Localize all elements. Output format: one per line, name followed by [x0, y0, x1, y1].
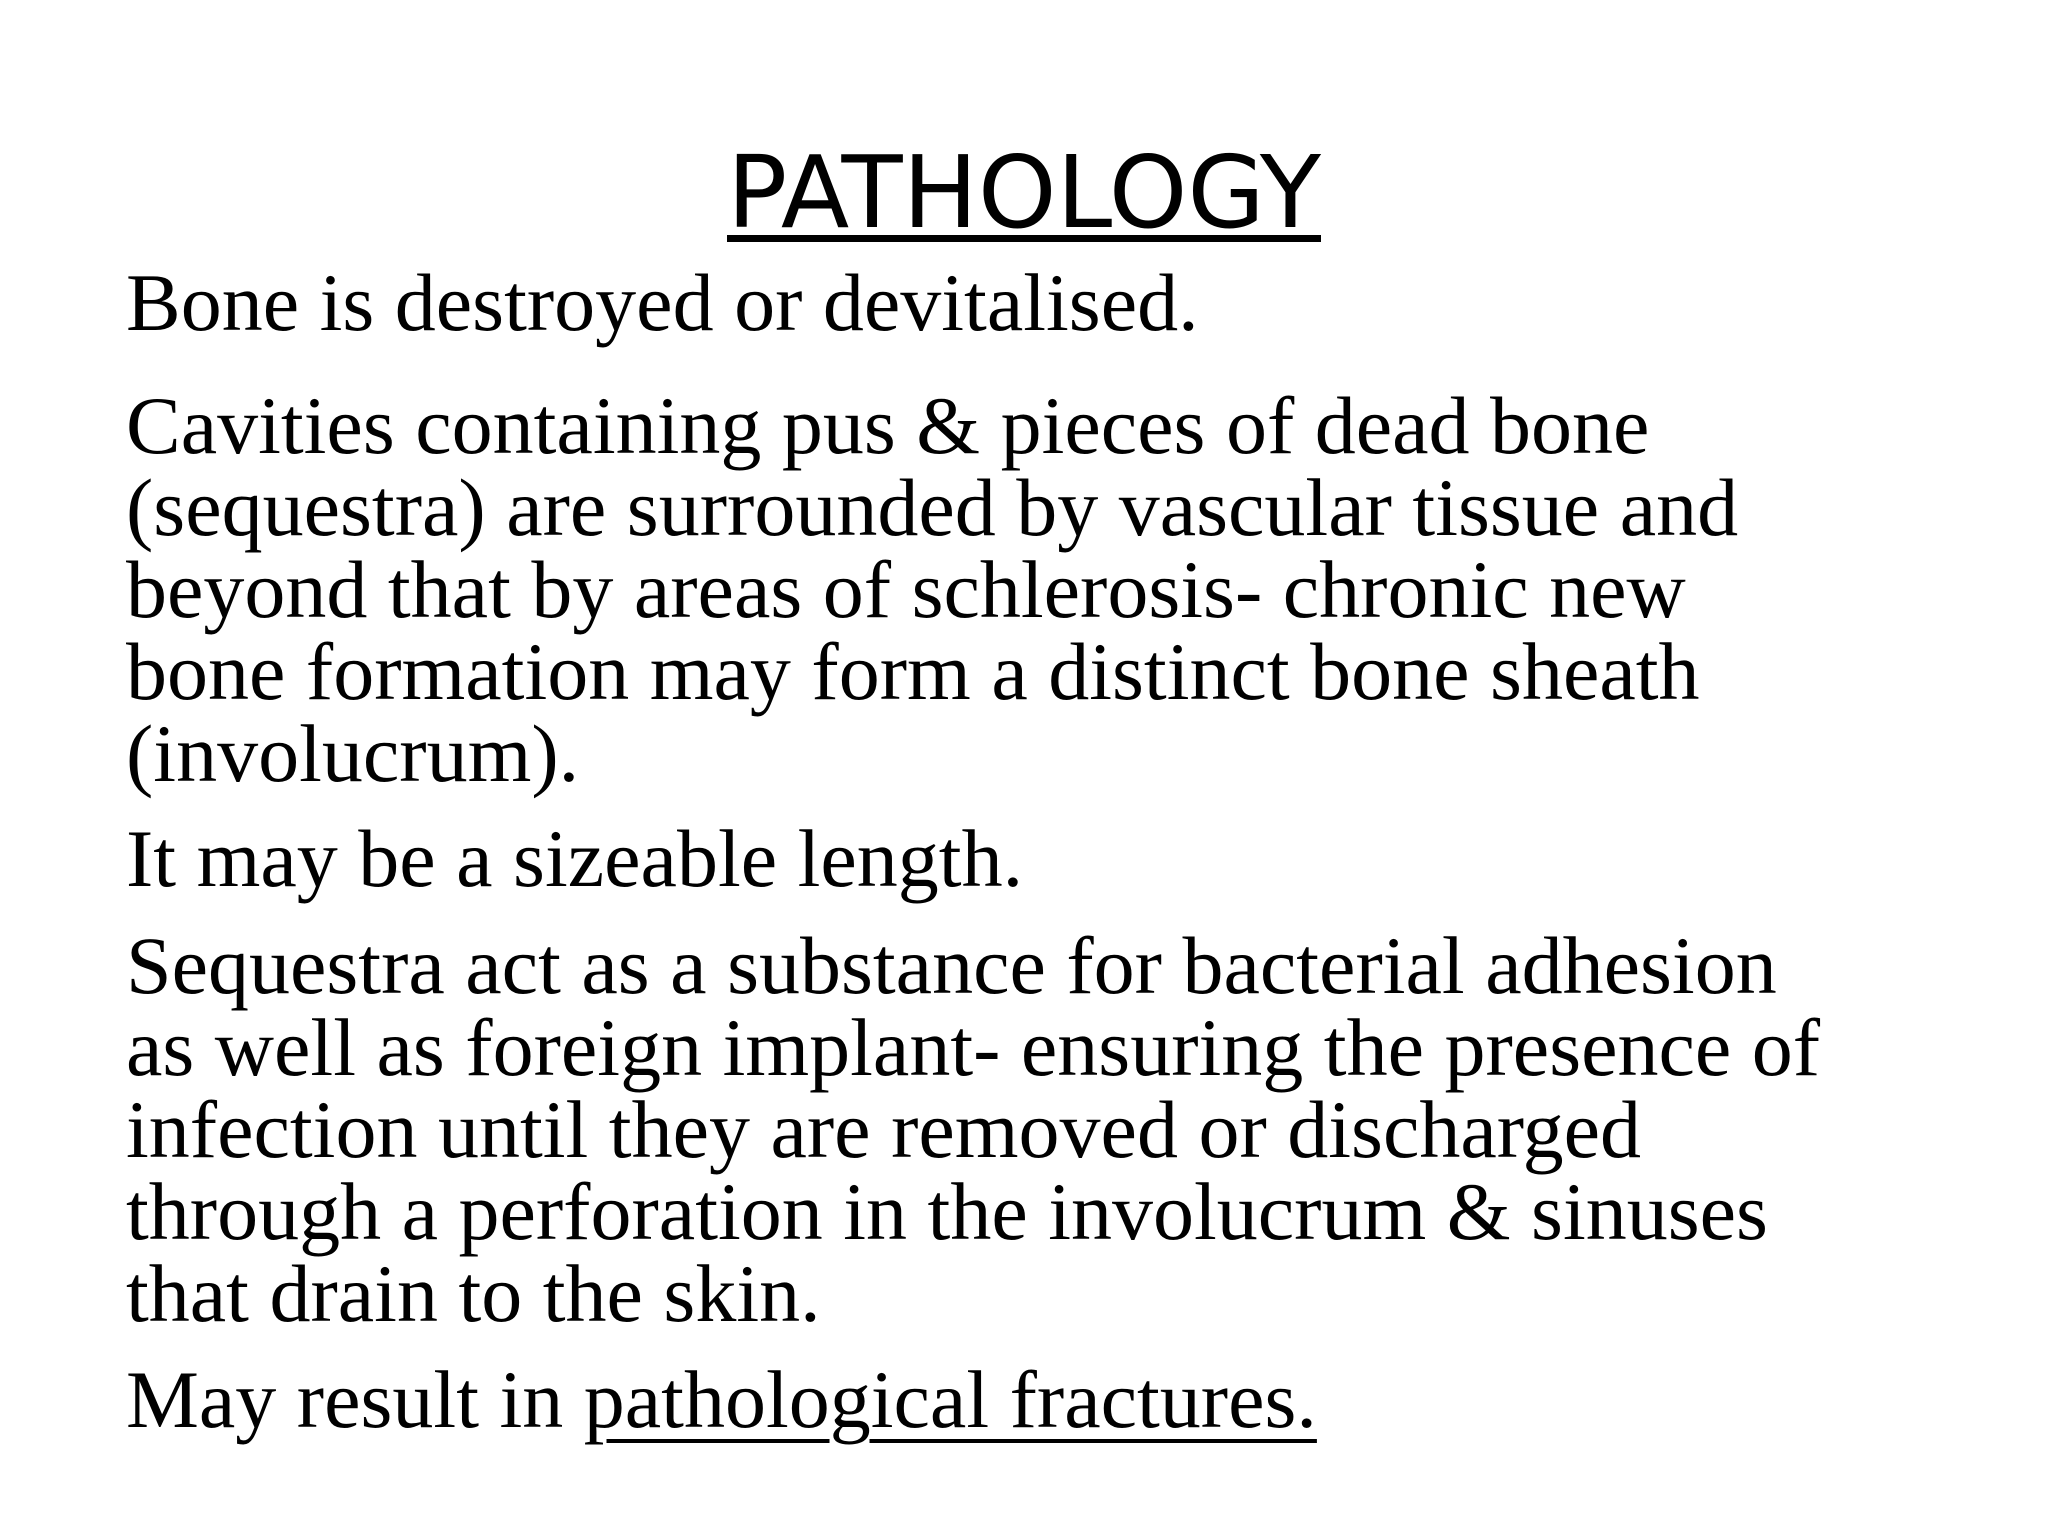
- paragraph-line: (sequestra) are surrounded by vascular tissue and: [126, 462, 1739, 553]
- paragraph-line: through a perforation in the involucrum & sinuses: [126, 1166, 1768, 1257]
- paragraph-line: It may be a sizeable length.: [126, 813, 1024, 904]
- paragraph-line: Sequestra act as a substance for bacterial adhesion: [126, 920, 1777, 1011]
- paragraph-line: bone formation may form a distinct bone sheath: [126, 626, 1700, 717]
- paragraph-line: [126, 1354, 1986, 1445]
- paragraph-pathological-fractures: [126, 1354, 1986, 1445]
- paragraph-line: Bone is destroyed or devitalised.: [126, 257, 1199, 348]
- paragraph-line: (involucrum).: [126, 708, 580, 799]
- paragraph-line: as well as foreign implant- ensuring the presence of: [126, 1002, 1821, 1093]
- pathological-fractures-text: pathological fractures.: [583, 1354, 1317, 1445]
- paragraph-sequestra: [126, 920, 1986, 1339]
- paragraph-line: infection until they are removed or discharged: [126, 1084, 1641, 1175]
- paragraph-cavities: [126, 380, 1986, 799]
- paragraph-line: Cavities containing pus & pieces of dead bone: [126, 380, 1650, 471]
- slide-title-text: PATHOLOGY: [727, 134, 1321, 251]
- slide-title: [0, 128, 2048, 258]
- paragraph-bone-destroyed: [126, 257, 1986, 348]
- paragraph-line: that drain to the skin.: [126, 1248, 821, 1339]
- paragraph-prefix: May result in: [126, 1354, 584, 1445]
- paragraph-line: beyond that by areas of schlerosis- chronic new: [126, 544, 1686, 635]
- paragraph-sizeable-length: [126, 813, 1986, 904]
